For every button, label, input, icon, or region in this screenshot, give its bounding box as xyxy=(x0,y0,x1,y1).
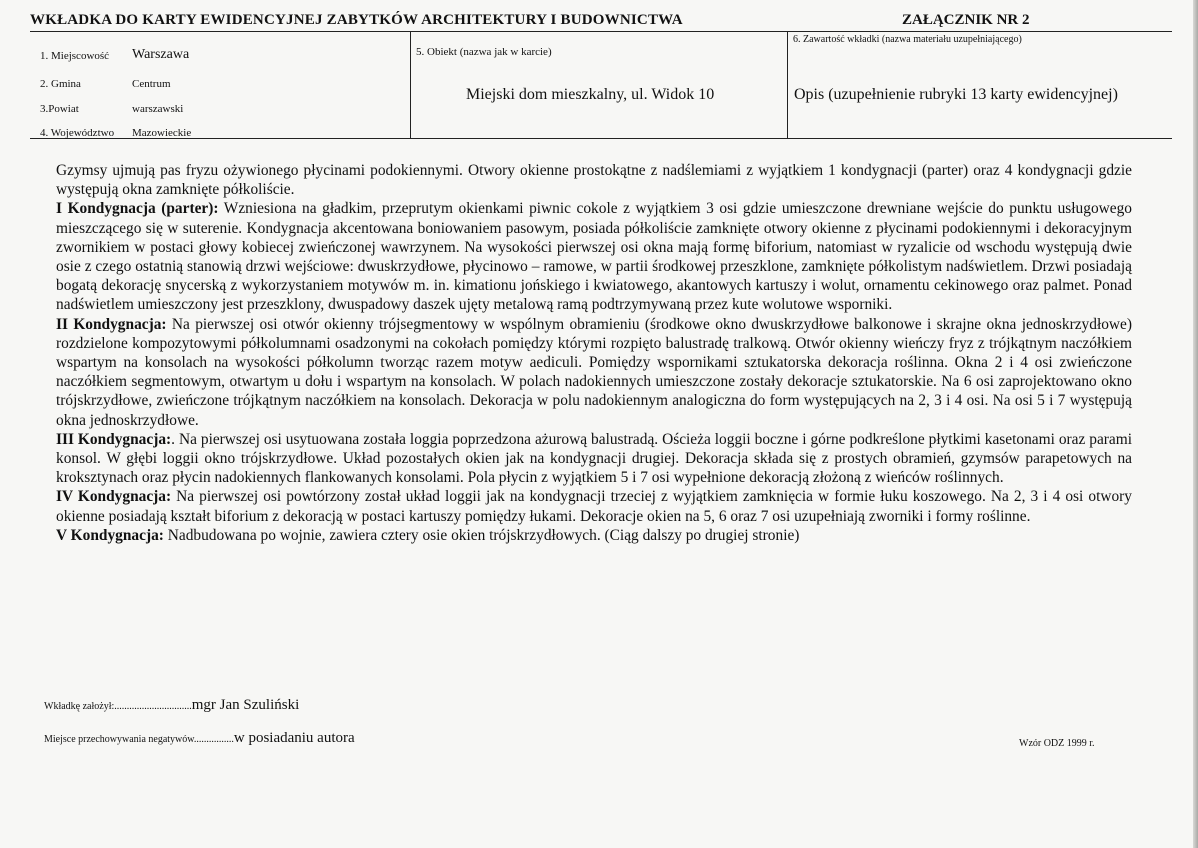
header-divider-1 xyxy=(410,31,411,139)
contents-value: Opis (uzupełnienie rubryki 13 karty ewidencyjnej) xyxy=(794,86,1118,103)
template-version xyxy=(1019,733,1095,751)
scan-edge xyxy=(1193,0,1198,848)
section-1 xyxy=(56,199,1132,314)
field-value-miejscowosc: Warszawa xyxy=(132,47,190,62)
section-heading: I Kondygnacja (parter): xyxy=(56,200,219,218)
template-label: Wzór ODZ 1999 r. xyxy=(1019,738,1095,749)
field-label-miejscowosc: 1. Miejscowość xyxy=(40,50,110,62)
section-heading: V Kondygnacja: xyxy=(56,526,164,544)
field-label-gmina: 2. Gmina xyxy=(40,78,81,90)
field-label-wojewodztwo: 4. Województwo xyxy=(40,127,115,139)
section-4 xyxy=(56,487,1132,525)
contents-label: 6. Zawartość wkładki (nazwa materiału uzupełniającego) xyxy=(793,34,1022,45)
header-top-rule xyxy=(30,31,1172,32)
section-text: . Na pierwszej osi usytuowana została loggia poprzedzona ażurową balustradą. Ościeża loggii boczne i górne podkreślone płytkimi kasetonami oraz parami konsol. W głębi loggii okno trójskrzydłowe. Układ pozostałych okien jak na kondygnacji drugiej. Dekoracja składa się z prostych obramień, gzymsów parapetowych na kroksztynach oraz płycin nadokiennych flankowanych konsolami. Pola płycin z wyjątkiem 5 i 7 osi wypełnione dekoracją złożoną z wieńców roślinnych. xyxy=(56,430,1133,487)
annex-label: ZAŁĄCZNIK NR 2 xyxy=(902,12,1030,28)
header-bottom-rule xyxy=(30,138,1172,139)
object-value: Miejski dom mieszkalny, ul. Widok 10 xyxy=(466,86,715,103)
section-2 xyxy=(56,315,1132,430)
section-heading: II Kondygnacja: xyxy=(56,315,167,333)
section-3 xyxy=(56,430,1132,488)
section-heading: III Kondygnacja: xyxy=(56,430,172,448)
storage-label: Miejsce przechowywania negatywów................ xyxy=(44,734,234,745)
section-5 xyxy=(56,526,1132,545)
storage-line xyxy=(44,729,355,747)
field-label-powiat: 3.Powiat xyxy=(40,103,79,115)
intro-paragraph: Gzymsy ujmują pas fryzu ożywionego płycinami podokiennymi. Otwory okienne prostokątne z nadślemiami z wyjątkiem 1 kondygnacji (parter) oraz 4 kondygnacji gdzie występują okna zamknięte półkoliście. xyxy=(56,162,1132,199)
section-heading: IV Kondygnacja: xyxy=(56,488,172,506)
section-text: Na pierwszej osi powtórzony został układ loggii jak na kondygnacji trzeciej z wyjątkiem zamknięcia w formie łuku koszowego. Na 2, 3 i 4 osi otwory okienne posiadają kształt biforium z dekoracją w postaci kartuszy pomiędzy łukami. Dekoracje okien na 5, 6 oraz 7 osi uzupełniają zworniki i formy roślinne. xyxy=(56,488,1132,525)
author-value: mgr Jan Szuliński xyxy=(191,697,300,713)
section-text: Nadbudowana po wojnie, zawiera cztery osie okien trójskrzydłowych. (Ciąg dalszy po drugiej stronie) xyxy=(163,526,800,544)
field-value-gmina: Centrum xyxy=(132,78,171,90)
description-body xyxy=(56,161,1132,545)
header-divider-2 xyxy=(787,31,788,139)
author-label: Wkładkę założył:............................... xyxy=(44,701,192,712)
field-value-wojewodztwo: Mazowieckie xyxy=(132,127,192,139)
object-label: 5. Obiekt (nazwa jak w karcie) xyxy=(416,46,552,58)
section-text: Wzniesiona na gładkim, przeprutym okienkami piwnic cokole z wyjątkiem 3 osi gdzie umieszczone drewniane wejście do punktu usługowego mieszczącego się w suterenie. Kondygnacja akcentowana boniowaniem pasowym, posiada półkoliście zamknięte otwory okienne z płycinami podokiennymi i dekoracyjnym zwornikiem w postaci głowy kobiecej zwieńczonej wawrzynem. Na wysokości pierwszej osi okna mają formę biforium, natomiast w ryzalicie od wschodu występują dwie osie z czego ostatnią stanowią drzwi wejściowe: dwuskrzydłowe, płycinowo – ramowe, w partii środkowej przeszklone, zamknięte półkolistym nadświetlem. Drzwi posiadają bogatą dekorację snycerską z wykorzystaniem motywów m. in. kimationu jońskiego i kwiatowego, akantowych kartuszy i wolut, ornamentu cekinowego oraz palmet. Ponad nadświetlem umieszczony jest przeszklony, dwuspadowy daszek ujęty metalową ramą podtrzymywaną przez kute wolutowe wsporniki. xyxy=(56,200,1132,314)
field-value-powiat: warszawski xyxy=(132,103,184,115)
section-text: Na pierwszej osi otwór okienny trójsegmentowy w wspólnym obramieniu (środkowe okno dwuskrzydłowe balkonowe i skrajne okna jednoskrzydłowe) rozdzielone kompozytowymi półkolumnami osadzonymi na cokołach pomiędzy którymi rozpięto balustradę tralkową. Otwór okienny wieńczy fryz z trójkątnym naczółkiem wspartym na konsolach na wysokości półkolumn tworząc razem motyw aediculi. Pomiędzy wspornikami sztukatorska dekoracja roślinna. Okna 2 i 4 osi zwieńczone naczółkiem segmentowym, otwartym u dołu i wspartym na konsolach. W polach nadokiennych umieszczone zostały dekoracje sztukatorskie. Na 6 osi zaprojektowano okno trójskrzydłowe, zwieńczone trójkątnym naczółkiem na konsolach. Dekoracja w polu nadokiennym analogiczna do form występujących na 2, 3 i 4 osi. Na osi 5 i 7 występują okna jednoskrzydłowe. xyxy=(56,315,1132,429)
storage-value: w posiadaniu autora xyxy=(233,730,355,746)
author-line xyxy=(44,696,299,714)
document-title: WKŁADKA DO KARTY EWIDENCYJNEJ ZABYTKÓW ARCHITEKTURY I BUDOWNICTWA xyxy=(30,12,683,28)
